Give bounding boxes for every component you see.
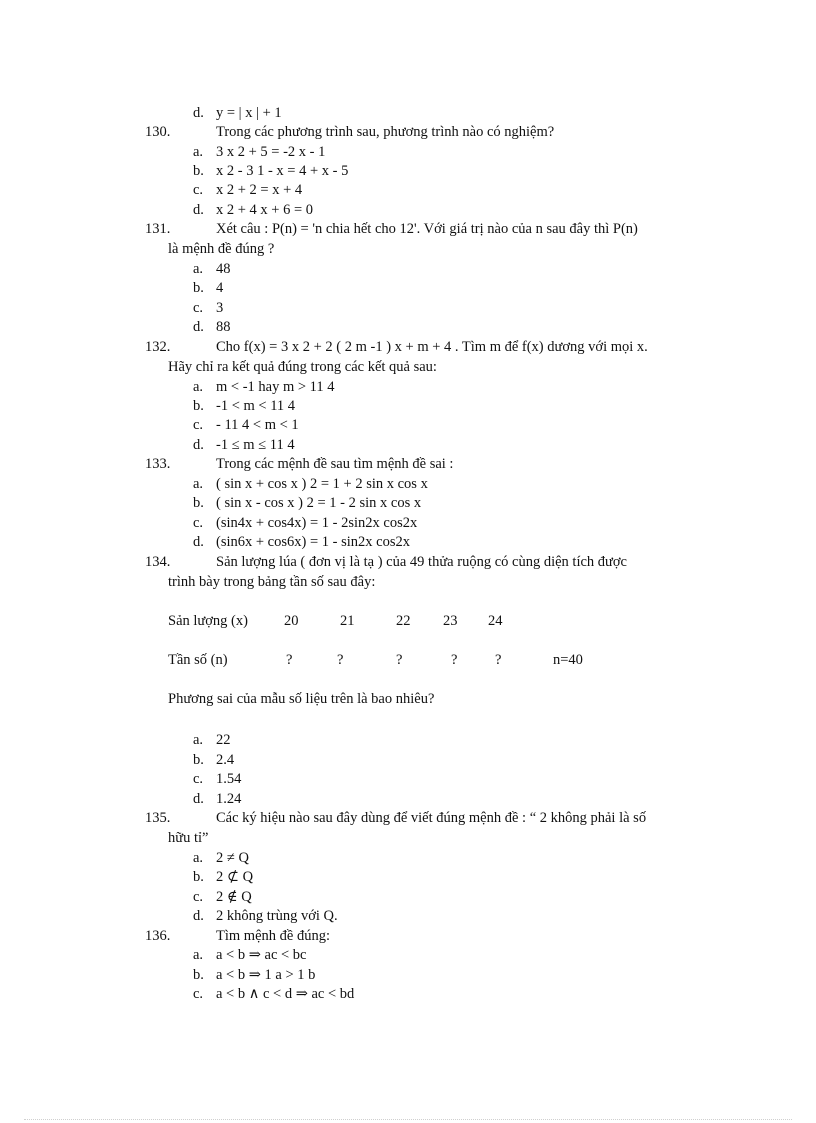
table-cell: ? <box>451 652 458 668</box>
question-text: Tìm mệnh đề đúng: <box>216 928 330 944</box>
option-text: x 2 + 4 x + 6 = 0 <box>216 202 314 218</box>
option-letter: d. <box>193 908 204 924</box>
question-number: 134. <box>145 554 171 570</box>
option-text: 2.4 <box>216 752 235 768</box>
table-cell: 24 <box>488 613 503 629</box>
table-cell: 21 <box>340 613 355 629</box>
question-text-continued: Hãy chỉ ra kết quả đúng trong các kết quả sau: <box>168 359 437 375</box>
option-text: 4 <box>216 280 224 296</box>
question-text-continued: là mệnh đề đúng ? <box>168 241 275 257</box>
page-bottom-divider <box>24 1119 792 1120</box>
option-letter: d. <box>193 319 204 335</box>
question-text: Xét câu : P(n) = 'n chia hết cho 12'. Với giá trị nào của n sau đây thì P(n) <box>216 221 638 237</box>
table-cell: ? <box>396 652 403 668</box>
option-letter: b. <box>193 495 204 511</box>
table-row-label: Sản lượng (x) <box>168 613 248 629</box>
question-number: 130. <box>145 124 171 140</box>
question-text: Các ký hiệu nào sau đây dùng để viết đúng mệnh đề : “ 2 không phải là số <box>216 810 647 826</box>
question-number: 132. <box>145 339 171 355</box>
option-text: -1 ≤ m ≤ 11 4 <box>216 437 295 453</box>
option-text: a < b ∧ c < d ⇒ ac < bd <box>216 986 355 1002</box>
question-text-continued: Phương sai của mẫu số liệu trên là bao nhiêu? <box>168 691 435 707</box>
option-letter: b. <box>193 869 204 885</box>
question-number: 133. <box>145 456 171 472</box>
option-text: -1 < m < 11 4 <box>216 398 296 414</box>
option-letter: c. <box>193 515 204 531</box>
table-total: n=40 <box>553 652 583 668</box>
option-text: ( sin x + cos x ) 2 = 1 + 2 sin x cos x <box>216 476 428 492</box>
option-text: 3 x 2 + 5 = -2 x - 1 <box>216 144 326 160</box>
option-text: 2 ∉ Q <box>216 889 252 905</box>
option-text: (sin6x + cos6x) = 1 - sin2x cos2x <box>216 534 410 550</box>
question-text-continued: hữu tỉ” <box>168 830 209 846</box>
option-letter: d. <box>193 437 204 453</box>
option-letter: b. <box>193 967 204 983</box>
table-cell: ? <box>337 652 344 668</box>
option-text: y = | x | + 1 <box>216 105 282 121</box>
option-letter: a. <box>193 144 204 160</box>
table-cell: 20 <box>284 613 299 629</box>
option-text: 2 ≠ Q <box>216 850 249 866</box>
question-number: 135. <box>145 810 171 826</box>
option-letter: a. <box>193 947 204 963</box>
option-text: 48 <box>216 261 231 277</box>
option-letter: b. <box>193 163 204 179</box>
option-text: 1.24 <box>216 791 242 807</box>
option-letter: a. <box>193 732 204 748</box>
table-cell: ? <box>495 652 502 668</box>
question-text: Trong các phương trình sau, phương trình nào có nghiệm? <box>216 124 555 140</box>
option-letter: a. <box>193 261 204 277</box>
table-cell: 23 <box>443 613 458 629</box>
option-letter: c. <box>193 417 204 433</box>
option-text: 22 <box>216 732 231 748</box>
option-letter: c. <box>193 182 204 198</box>
option-text: m < -1 hay m > 11 4 <box>216 379 335 395</box>
option-text: 1.54 <box>216 771 242 787</box>
question-text: Trong các mệnh đề sau tìm mệnh đề sai : <box>216 456 454 472</box>
option-text: 88 <box>216 319 231 335</box>
option-text: a < b ⇒ ac < bc <box>216 947 307 963</box>
option-text: ( sin x - cos x ) 2 = 1 - 2 sin x cos x <box>216 495 422 511</box>
option-text: x 2 + 2 = x + 4 <box>216 182 303 198</box>
option-letter: d. <box>193 534 204 550</box>
question-text: Cho f(x) = 3 x 2 + 2 ( 2 m -1 ) x + m + 4 . Tìm m để f(x) dương với mọi x. <box>216 339 648 355</box>
option-letter: a. <box>193 476 204 492</box>
option-letter: a. <box>193 379 204 395</box>
option-text: 2 ⊄ Q <box>216 869 254 885</box>
table-cell: 22 <box>396 613 411 629</box>
option-letter: c. <box>193 889 204 905</box>
question-text: Sản lượng lúa ( đơn vị là tạ ) của 49 thửa ruộng có cùng diện tích được <box>216 554 627 570</box>
option-text: a < b ⇒ 1 a > 1 b <box>216 967 316 983</box>
option-letter: c. <box>193 771 204 787</box>
option-text: 3 <box>216 300 224 316</box>
question-number: 131. <box>145 221 171 237</box>
option-letter: d. <box>193 202 204 218</box>
option-letter: c. <box>193 300 204 316</box>
option-text: x 2 - 3 1 - x = 4 + x - 5 <box>216 163 349 179</box>
question-number: 136. <box>145 928 171 944</box>
table-row-label: Tần số (n) <box>168 652 228 668</box>
question-text-continued: trình bày trong bảng tần số sau đây: <box>168 574 376 590</box>
option-letter: d. <box>193 105 204 121</box>
option-letter: b. <box>193 398 204 414</box>
option-letter: a. <box>193 850 204 866</box>
option-text: 2 không trùng với Q. <box>216 908 338 924</box>
option-letter: b. <box>193 280 204 296</box>
option-letter: d. <box>193 791 204 807</box>
option-text: (sin4x + cos4x) = 1 - 2sin2x cos2x <box>216 515 418 531</box>
option-letter: c. <box>193 986 204 1002</box>
option-letter: b. <box>193 752 204 768</box>
option-text: - 11 4 < m < 1 <box>216 417 299 433</box>
table-cell: ? <box>286 652 293 668</box>
